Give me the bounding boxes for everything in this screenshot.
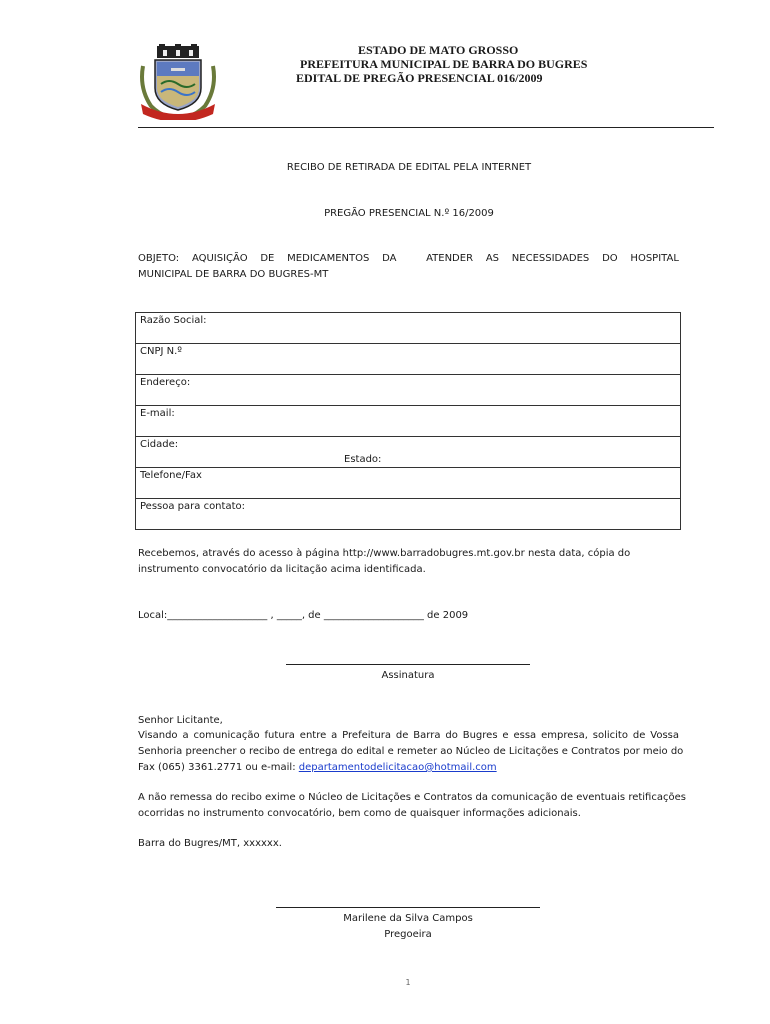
cnpj-label: CNPJ N.º: [140, 346, 182, 357]
objeto-line1: [138, 251, 679, 267]
endereco-label: Endereço:: [140, 377, 191, 388]
document-title: RECIBO DE RETIRADA DE EDITAL PELA INTERNET: [286, 162, 532, 173]
form-row-contato: [136, 499, 681, 530]
objeto-word: MEDICAMENTOS: [287, 253, 370, 264]
form-row-cidade: [136, 437, 681, 468]
objeto-word: HOSPITAL: [630, 253, 679, 264]
assinatura-signature-line[interactable]: [286, 664, 530, 665]
letter-paragraph1-line2: Senhoria preencher o recibo de entrega do edital e remeter ao Núcleo de Licitações e Contratos por meio do: [138, 746, 684, 757]
telefone-label: Telefone/Fax: [140, 470, 202, 481]
fax-email-prefix: Fax (065) 3361.2771 ou e-mail:: [138, 762, 299, 773]
letter-paragraph2-line1: A não remessa do recibo exime o Núcleo de Licitações e Contratos da comunicação de eventuais retificações: [138, 792, 686, 803]
telefone-field[interactable]: [136, 468, 681, 499]
objeto-word: AS: [485, 253, 500, 264]
signer-role: Pregoeira: [384, 929, 432, 940]
email-field[interactable]: [136, 406, 681, 437]
objeto-word: ATENDER: [426, 253, 474, 264]
document-subtitle: PREGÃO PRESENCIAL N.º 16/2009: [324, 208, 494, 219]
email-link[interactable]: departamentodelicitacao@hotmail.com: [298, 762, 497, 773]
form-row-endereco: [136, 375, 681, 406]
cnpj-field[interactable]: [136, 344, 681, 375]
contato-label: Pessoa para contato:: [140, 501, 245, 512]
municipal-crest-icon: [137, 44, 219, 120]
signer-signature-line: [276, 907, 540, 908]
objeto-word: AQUISIÇÃO: [191, 253, 248, 264]
header-divider: [138, 127, 714, 128]
estado-label: Estado:: [344, 454, 382, 465]
objeto-line2: MUNICIPAL DE BARRA DO BUGRES-MT: [138, 269, 329, 280]
cidade-estado-field[interactable]: [136, 437, 681, 468]
letter-paragraph1-line1: Visando a comunicação futura entre a Prefeitura de Barra do Bugres e essa empresa, solicito de Vossa: [138, 730, 679, 741]
form-row-cnpj: [136, 344, 681, 375]
recebemos-line2: instrumento convocatório da licitação acima identificada.: [138, 564, 426, 575]
company-info-form: [135, 312, 681, 530]
form-row-email: [136, 406, 681, 437]
objeto-word: DE: [260, 253, 275, 264]
city-date: Barra do Bugres/MT, xxxxxx.: [138, 838, 282, 849]
letter-paragraph2-line2: ocorridas no instrumento convocatório, bem como de quaisquer informações adicionais.: [138, 808, 581, 819]
header-edital: EDITAL DE PREGÃO PRESENCIAL 016/2009: [296, 71, 543, 85]
form-row-razao-social: [136, 313, 681, 344]
cidade-label: Cidade:: [140, 439, 179, 450]
recebemos-line1: Recebemos, através do acesso à página http://www.barradobugres.mt.gov.br nesta data, cópia do: [138, 548, 631, 559]
form-row-telefone: [136, 468, 681, 499]
objeto-word: OBJETO:: [138, 253, 180, 264]
local-date-line[interactable]: Local:____________________ , _____, de ____________________ de 2009: [138, 610, 469, 621]
page-number: 1: [405, 978, 411, 987]
assinatura-label: Assinatura: [381, 670, 435, 681]
contato-field[interactable]: [136, 499, 681, 530]
objeto-word: NECESSIDADES: [511, 253, 590, 264]
letter-paragraph1-line3: [138, 760, 497, 776]
letter-salutation: Senhor Licitante,: [138, 715, 223, 726]
signer-name: Marilene da Silva Campos: [343, 913, 473, 924]
objeto-word: DA: [382, 253, 397, 264]
header-prefecture: PREFEITURA MUNICIPAL DE BARRA DO BUGRES: [300, 57, 588, 71]
email-label: E-mail:: [140, 408, 175, 419]
endereco-field[interactable]: [136, 375, 681, 406]
objeto-word: DO: [602, 253, 618, 264]
header-state: ESTADO DE MATO GROSSO: [358, 43, 519, 57]
razao-social-field[interactable]: [136, 313, 681, 344]
razao-social-label: Razão Social:: [140, 315, 207, 326]
